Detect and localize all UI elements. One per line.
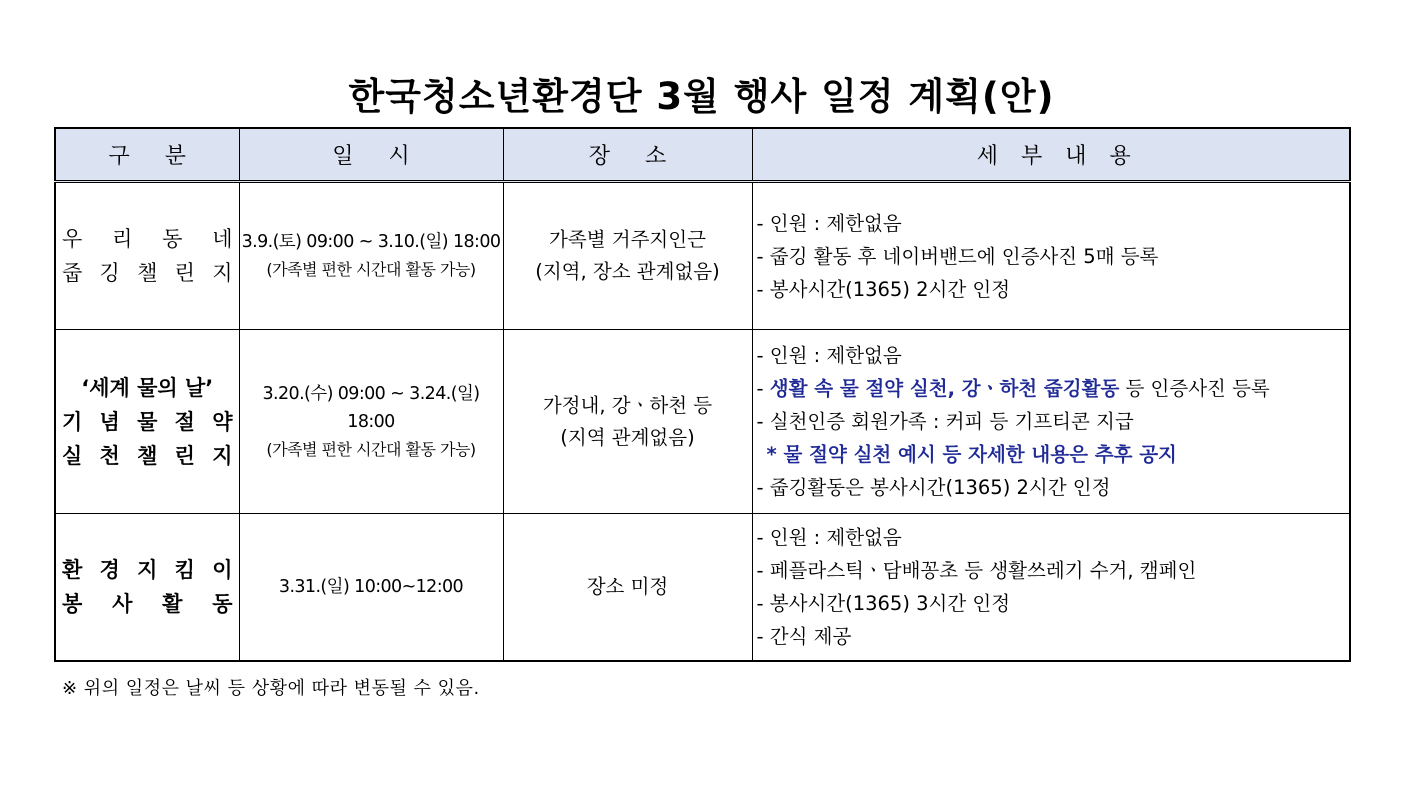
schedule-table bbox=[54, 127, 1351, 662]
header-date: 일 시 bbox=[239, 128, 503, 182]
row-place: 장소 미정 bbox=[503, 514, 752, 661]
footnote: ※ 위의 일정은 날씨 등 상황에 따라 변동될 수 있음. bbox=[62, 678, 480, 699]
row-category: 환 경 지 킴 이 봉 사 활 동 bbox=[55, 514, 239, 661]
row-date: 3.20.(수) 09:00 ~ 3.24.(일) 18:00 (가족별 편한 시간대 활동 가능) bbox=[239, 330, 503, 514]
row-place: 가족별 거주지인근 (지역, 장소 관계없음) bbox=[503, 182, 752, 330]
row-category: ‘세계 물의 날’ 기 념 물 절 약 실 천 챌 린 지 bbox=[55, 330, 239, 514]
row-date: 3.31.(일) 10:00~12:00 bbox=[239, 514, 503, 661]
row-details: - 인원 : 제한없음 - 생활 속 물 절약 실천, 강ㆍ하천 줍깅활동 등 인증사진 등록 - 실천인증 회원가족 : 커피 등 기프티콘 지급 * 물 절약 실천 예시 등 자세한 내용은 추후 공지 - 줍깅활동은 봉사시간(1365) 2시간 인정 bbox=[752, 330, 1350, 514]
header-place: 장 소 bbox=[503, 128, 752, 182]
page-title: 한국청소년환경단 3월 행사 일정 계획(안) bbox=[348, 75, 1055, 118]
header-details: 세 부 내 용 bbox=[752, 128, 1350, 182]
row-details: - 인원 : 제한없음 - 페플라스틱ㆍ담배꽁초 등 생활쓰레기 수거, 캠페인 - 봉사시간(1365) 3시간 인정 - 간식 제공 bbox=[752, 514, 1350, 661]
row-details: - 인원 : 제한없음 - 줍깅 활동 후 네이버밴드에 인증사진 5매 등록 - 봉사시간(1365) 2시간 인정 bbox=[752, 182, 1350, 330]
header-category: 구 분 bbox=[55, 128, 239, 182]
row-place: 가정내, 강ㆍ하천 등 (지역 관계없음) bbox=[503, 330, 752, 514]
row-date: 3.9.(토) 09:00 ~ 3.10.(일) 18:00 (가족별 편한 시간대 활동 가능) bbox=[239, 182, 503, 330]
table-header-row bbox=[55, 128, 1350, 182]
table-row bbox=[55, 330, 1350, 514]
table-row bbox=[55, 182, 1350, 330]
table-row bbox=[55, 514, 1350, 661]
row-category: 우 리 동 네 줍 깅 챌 린 지 bbox=[55, 182, 239, 330]
